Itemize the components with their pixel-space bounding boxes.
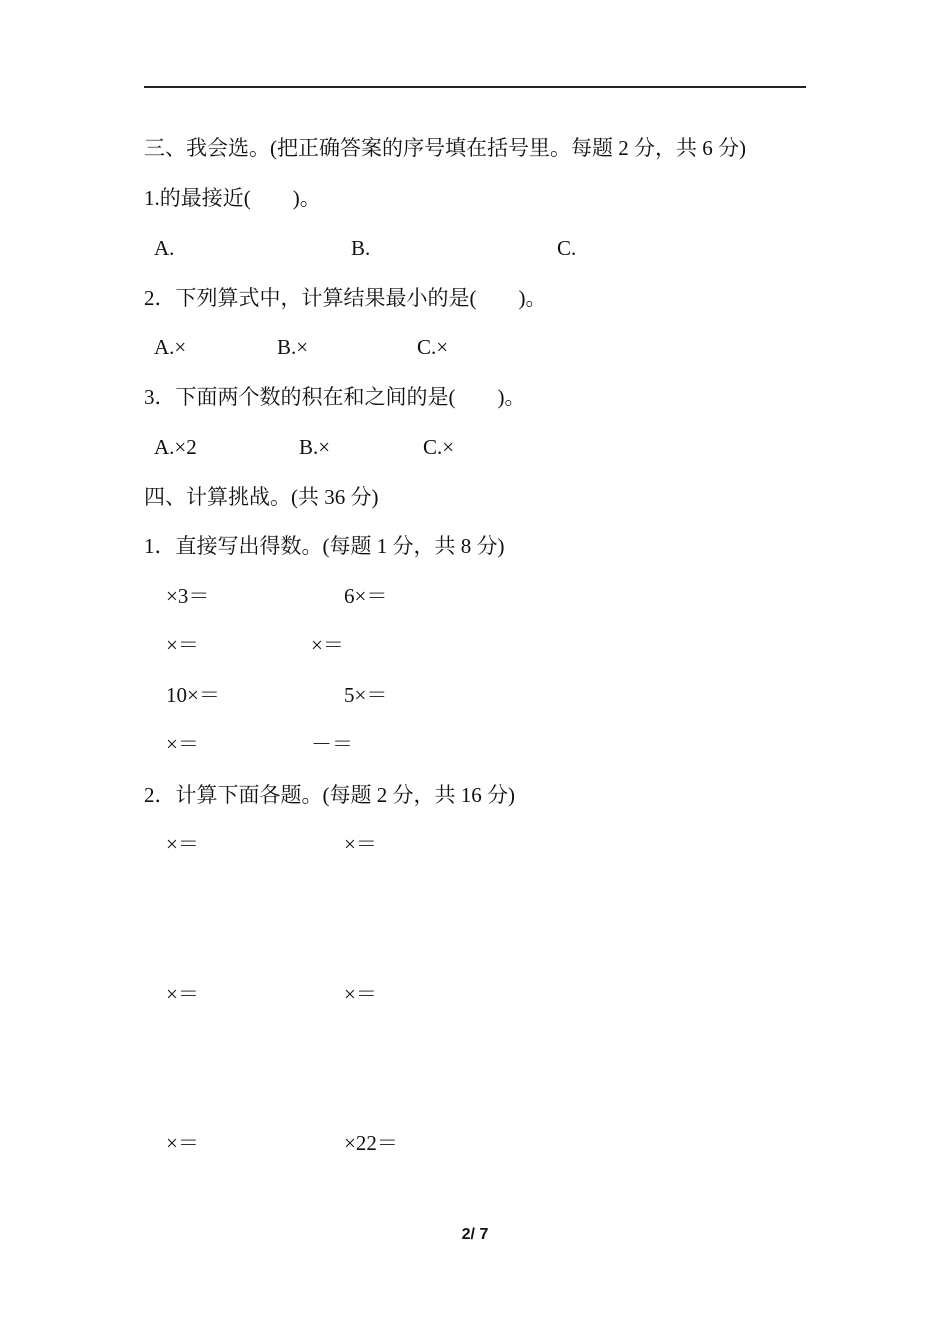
oral-item: 10×＝ xyxy=(166,683,220,707)
oral-item: －＝ xyxy=(311,732,353,756)
q2-option-a: A.× xyxy=(154,335,187,359)
q1-option-b: B. xyxy=(351,236,371,260)
oral-item: 6×＝ xyxy=(344,584,388,608)
header-rule xyxy=(144,86,806,88)
calc-item: ×＝ xyxy=(344,982,377,1006)
question-1-stem: 1.的最接近( )。 xyxy=(144,186,321,210)
oral-item: 5×＝ xyxy=(344,683,388,707)
page-number: 2/ 7 xyxy=(461,1226,489,1243)
q1-option-a: A. xyxy=(154,236,175,260)
part-1-title: 1．直接写出得数。(每题 1 分，共 8 分) xyxy=(144,534,505,558)
calc-item: ×＝ xyxy=(166,1131,199,1155)
oral-item: ×＝ xyxy=(166,633,199,657)
calc-item: ×＝ xyxy=(166,832,199,856)
q3-option-c: C.× xyxy=(423,435,455,459)
q2-option-c: C.× xyxy=(417,335,449,359)
calc-item: ×＝ xyxy=(344,832,377,856)
q2-option-b: B.× xyxy=(277,335,309,359)
q1-option-c: C. xyxy=(557,236,577,260)
oral-item: ×＝ xyxy=(166,732,199,756)
oral-item: ×＝ xyxy=(311,633,344,657)
section-3-title: 三、我会选。(把正确答案的序号填在括号里。每题 2 分，共 6 分) xyxy=(144,136,746,160)
q3-option-a: A.×2 xyxy=(154,435,197,459)
part-2-title: 2．计算下面各题。(每题 2 分，共 16 分) xyxy=(144,783,515,807)
section-4-title: 四、计算挑战。(共 36 分) xyxy=(144,485,379,509)
question-3-stem: 3．下面两个数的积在和之间的是( )。 xyxy=(144,385,526,409)
oral-item: ×3＝ xyxy=(166,584,210,608)
question-2-stem: 2．下列算式中，计算结果最小的是( )。 xyxy=(144,286,547,310)
calc-item: ×＝ xyxy=(166,982,199,1006)
q3-option-b: B.× xyxy=(299,435,331,459)
calc-item: ×22＝ xyxy=(344,1131,398,1155)
